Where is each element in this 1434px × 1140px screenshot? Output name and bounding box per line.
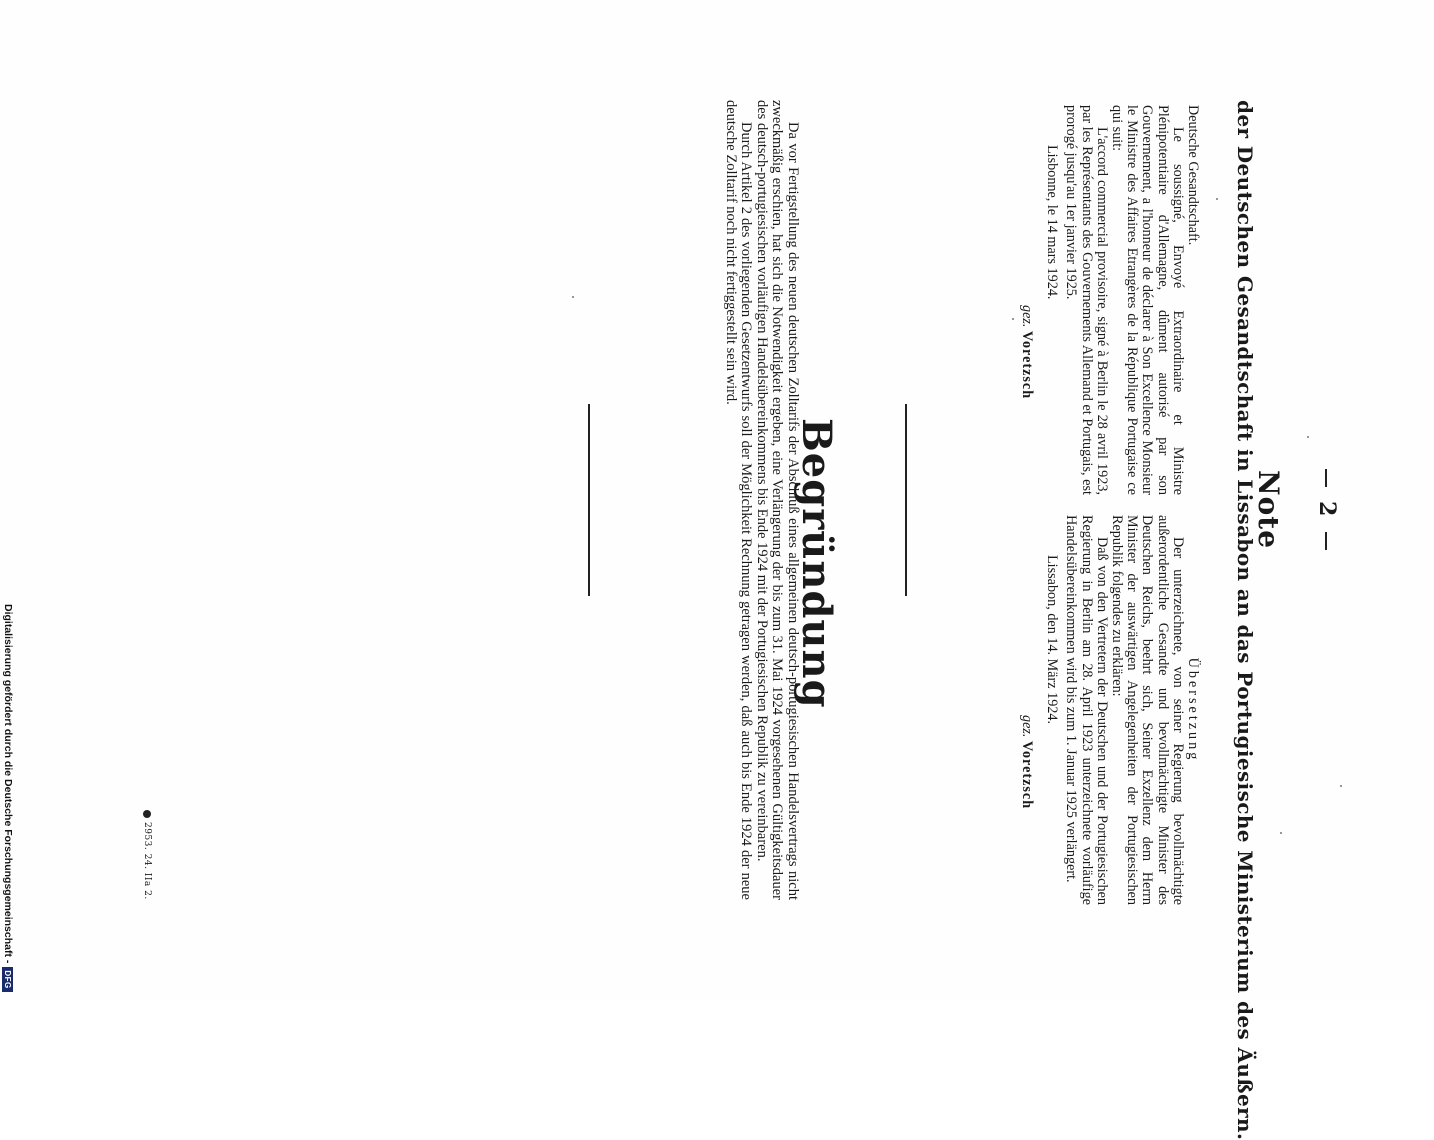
french-place-date: Lisbonne, le 14 mars 1924. [1044, 145, 1061, 300]
begruendung-paragraph-2: Durch Artikel 2 des vorliegenden Gesetzentwurfs soll der Möglichkeit Rechnung getragen werden, daß auch bis Ende 1924 der neue deutsche Zolltarif noch nicht fertiggestellt sein wird. [722, 100, 755, 900]
page-number [1314, 455, 1340, 564]
note-title: Note [1252, 470, 1285, 550]
footer-text: Digitalisierung gefördert durch die Deutsche Forschungsgemeinschaft - [2, 604, 14, 964]
german-heading: Übersetzung [1185, 657, 1201, 763]
german-paragraph-2: Daß von den Vertretern der Deutschen und der Portugiesischen Regierung in Berlin am 28. April 1923 unterzeichnete vorläufige Handelsübereinkommen wird bis zum 1. Januar 1925 verlängert. [1063, 515, 1110, 905]
scan-speck [1307, 436, 1309, 438]
scan-speck [572, 296, 574, 298]
print-mark-dot-icon [144, 810, 152, 818]
german-place-date: Lissabon, den 14. März 1924. [1044, 555, 1061, 725]
begruendung-paragraph-1: Da vor Fertigstellung des neuen deutschen Zolltarifs der Abschluß eines allgemeinen deutsch-portugiesischen Handelsvertrags nicht zweckmäßig erschien, hat sich die Notwendigkeit ergeben, eine Verlängerung der bis zum 31. Mai 1924 vorgesehenen Gültigkeitsdauer des deutsch-portugiesischen vorläufigen Handelsübereinkommens bis Ende 1924 mit der Portugiesischen Republik zu vereinbaren. [753, 100, 801, 900]
french-text-column [1019, 105, 1200, 495]
note-subtitle: der Deutschen Gesandtschaft in Lissabon an das Portugiesische Ministerium des Äußern. [1233, 100, 1257, 1140]
separator-rule-upper [905, 404, 907, 596]
scan-speck [1340, 785, 1342, 787]
print-mark [142, 810, 152, 900]
scan-speck [1012, 318, 1014, 320]
begruendung-title: Begründung [793, 418, 840, 709]
german-paragraph-1: Der unterzeichnete, von seiner Regierung bevollmächtigte außerordentliche Gesandte und bevollmächtigte Minister des Deutschen Reichs, beehrt sich, Seiner Exzellenz dem Herrn Minister der auswärtigen Angelegenheiten der Portugiesischen Republik folgendes zu erklären: [1108, 515, 1186, 905]
scan-speck [1216, 198, 1218, 200]
german-signature-name: Voretzsch [1018, 741, 1035, 810]
german-signature [1019, 515, 1034, 905]
french-paragraph-2: L'accord commercial provisoire, signé à Berlin le 28 avril 1923, par les Représentants des Gouvernements Allemand et Portugais, est prorogé jusqu'au 1er janvier 1925. [1063, 105, 1110, 495]
german-signature-prefix: gez. [1018, 715, 1035, 738]
french-paragraph-1: Le soussigné, Envoyé Extraordinaire et Ministre Plénipotentiaire d'Allemagne, dûment autorisé par son Gouvernement, a l'honneur de déclarer à Son Excellence Monsieur le Ministre des Affaires Etrangères de la République Portugaise ce qui suit: [1108, 105, 1186, 495]
page-number-value: 2 [1314, 501, 1340, 519]
page-number-dash [1325, 469, 1327, 487]
french-signature-prefix: gez. [1018, 305, 1035, 328]
french-sender: Deutsche Gesandtschaft. [1185, 105, 1201, 246]
french-signature-name: Voretzsch [1018, 331, 1035, 400]
separator-rule-lower [588, 404, 590, 596]
digitization-footer [2, 604, 14, 992]
french-signature [1019, 105, 1034, 495]
begruendung-body [722, 100, 800, 900]
scan-speck [1280, 832, 1282, 834]
page-number-dash [1325, 532, 1327, 550]
german-text-column [1019, 515, 1200, 905]
print-mark-text: 2953. 24. IIa 2. [142, 822, 152, 900]
dfg-logo-icon: DFG [2, 967, 13, 991]
